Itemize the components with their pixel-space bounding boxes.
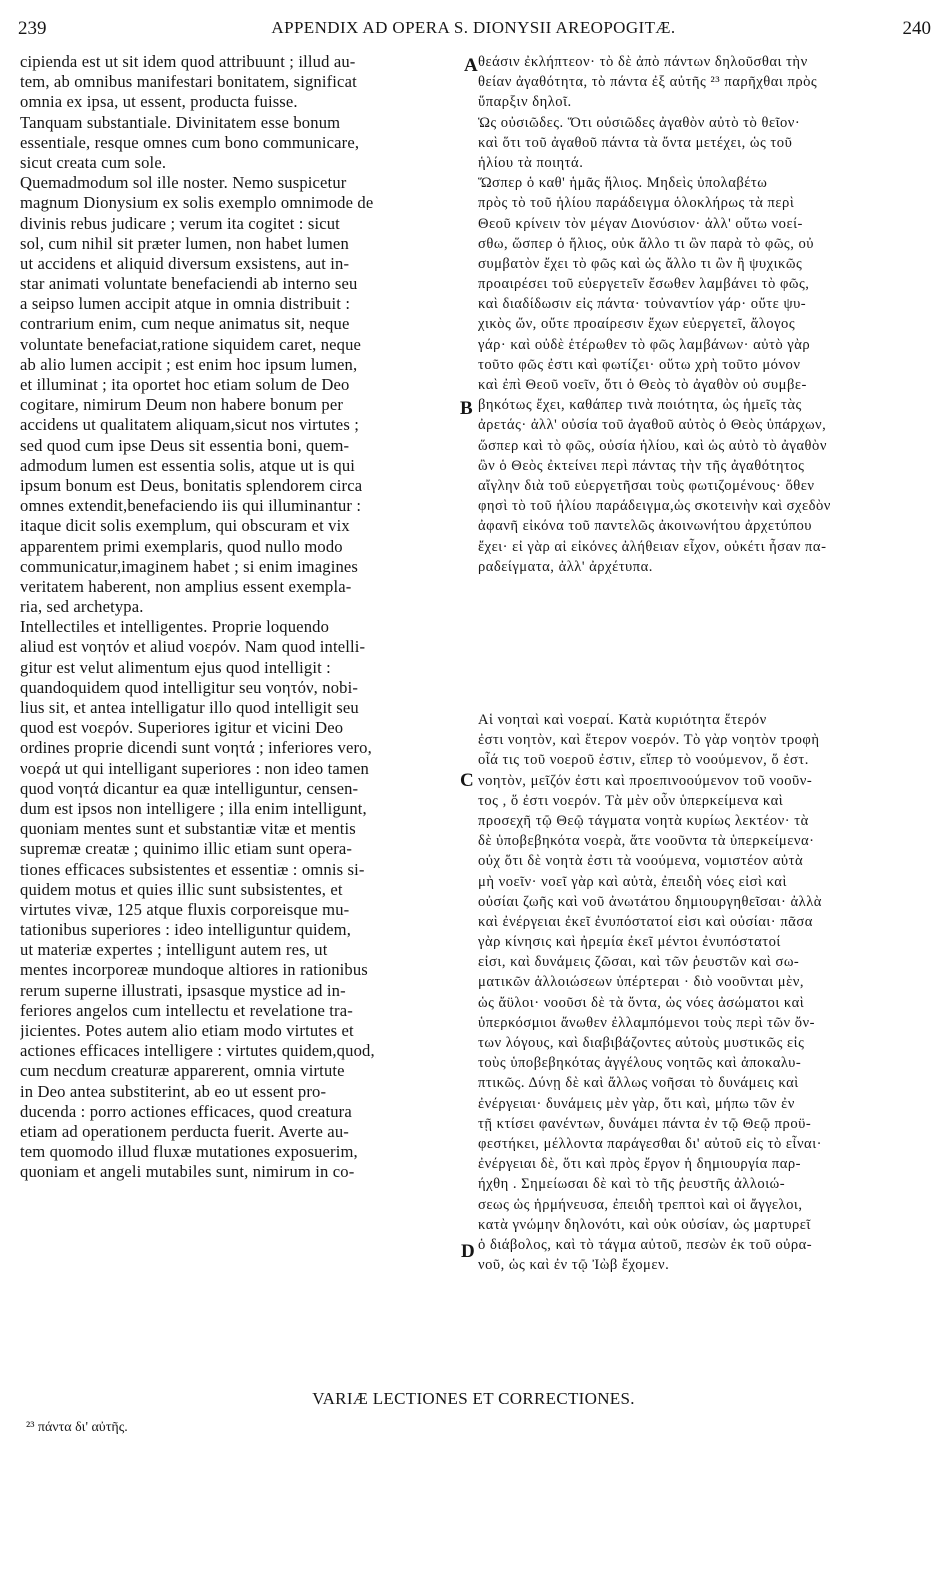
text-line: etiam ad operationem perducta fuerit. Averte au-	[20, 1121, 349, 1141]
text-line: ήχθη . Σημείωσαι δὲ καὶ τὸ τῆς ῥευστῆς ἀλλοιώ-	[478, 1176, 786, 1193]
text-line: quoniam mentes sunt et substantiæ vitæ et mentis	[20, 819, 356, 839]
text-line: θείαν ἀγαθότητα, τὸ πάντα ἐξ αὐτῆς ²³ παρῆχθαι πρὸς	[478, 74, 818, 91]
text-line: Θεοῦ κρίνειν τὸν μέγαν Διονύσιον· ἀλλ' οὕτω νοεί-	[478, 215, 803, 232]
text-line: star animati voluntate benefaciendi ab interno seu	[20, 274, 358, 294]
text-line: aliud est νοητόν et aliud νοερόν. Nam quod intelli-	[20, 637, 366, 657]
margin-mark-a: A	[464, 55, 478, 76]
text-line: σθω, ὥσπερ ὁ ἥλιος, οὐκ ἄλλο τι ὢν παρὰ τὸ φῶς, οὐ	[478, 235, 815, 252]
text-line: essentiale, resque omnes cum bono communicare,	[20, 132, 360, 152]
text-line: ἀφανῆ εἰκόνα τοῦ παντελῶς ἀκοινωνήτου ἀρχετύπου	[478, 518, 813, 535]
text-line: itaque dicit solis exemplum, qui obscuram et vix	[20, 516, 350, 536]
margin-mark-b: B	[460, 398, 473, 419]
text-line: πρὸς τὸ τοῦ ἡλίου παράδειγμα ὁλοκλήρως τὰ περὶ	[478, 195, 795, 212]
text-line: tem, ab omnibus manifestari bonitatem, significat	[20, 72, 357, 92]
text-line: νοερά ut qui intelligant superiores : non ideo tamen	[20, 758, 369, 778]
text-line: virtutes vivæ, 125 atque fluxis corporeisque mu-	[20, 899, 350, 919]
text-line: mentes incorporeæ mundoque altiores in rationibus	[20, 960, 368, 980]
text-line: ὡς ἄϋλοι· νοοῦσι δὲ τὰ ὄντα, ὡς νόες ἀσώματοι καὶ	[478, 994, 805, 1011]
text-line: πτικῶς. Δύνῃ δὲ καὶ ἄλλως νοῆσαι τὸ δυνάμεις καὶ	[478, 1075, 799, 1092]
text-line: gitur est velut alimentum ejus quod intelligit :	[20, 657, 331, 677]
greek-column-bottom	[478, 710, 928, 1275]
text-line: ab alio lumen accipit ; est enim hoc ipsum lumen,	[20, 354, 358, 374]
page-header	[0, 12, 947, 42]
margin-mark-c: C	[460, 770, 474, 791]
text-line: ραδείγματα, ἀλλ' ἀρχέτυπα.	[478, 558, 653, 575]
text-line: quidem motus et quies illic sunt subsistentes, et	[20, 879, 343, 899]
text-line: ὕπαρξιν δηλοῖ.	[478, 94, 572, 111]
text-line: ἐνέργειαι· δυνάμεις μὲν γὰρ, ὅτι καὶ, μήπω τῶν ἐν	[478, 1095, 795, 1112]
text-line: rerum superne illustrati, ipsasque mystice ad in-	[20, 980, 346, 1000]
greek-column-top	[478, 52, 928, 577]
footnote: ²³ πάντα δι' αὐτῆς.	[26, 1420, 128, 1435]
text-line: προαιρέσει τοῦ εὐεργετεῖν ἔσωθεν λαμβάνει τὸ φῶς,	[478, 276, 810, 293]
text-line: καὶ ὅτι τοῦ ἀγαθοῦ πάντα τὰ ὄντα μετέχει, ὡς τοῦ	[478, 134, 793, 151]
text-line: ὥσπερ καὶ τὸ φῶς, οὐσία ἡλίου, καὶ ὡς αὐτὸ τὸ ἀγαθὸν	[478, 437, 827, 454]
text-line: καὶ διαδίδωσιν εἰς πάντα· τοὐναντίον γάρ· οὔτε ψυ-	[478, 296, 807, 313]
text-line: cipienda est ut sit idem quod attribuunt ; illud au-	[20, 52, 356, 71]
text-line: καὶ ἐνέργειαι ἐκεῖ ἐνυπόστατοί εἰσι καὶ οὐσίαι· πᾶσα	[478, 913, 813, 930]
text-line: omnia ex ipsa, ut essent, producta fuisse.	[20, 92, 298, 112]
text-line: νοῦ, ὡς καὶ ἐν τῷ Ἰὼβ ἔχομεν.	[478, 1257, 670, 1274]
text-line: communicatur,imaginem habet ; si enim imagines	[20, 556, 359, 576]
text-line: γὰρ κίνησις καὶ ἠρεμία ἐκεῖ μέντοι ἐνυπόστατοί	[478, 934, 781, 951]
text-line: quod νοητά dicantur ea quæ intelliguntur, censen-	[20, 778, 359, 798]
text-line: magnum Dionysium ex solis exemplo omnimode de	[20, 193, 374, 213]
text-line: φησὶ τὸ τοῦ ἡλίου παράδειγμα,ὡς σκοτεινὴν καὶ σχεδὸν	[478, 498, 831, 515]
text-line: et illuminat ; ita oportet hoc etiam solum de Deo	[20, 375, 350, 394]
text-line: Quemadmodum sol ille noster. Nemo suspicetur	[20, 173, 347, 193]
text-line: a seipso lumen accipit atque in omnia distribuit :	[20, 294, 351, 314]
text-line: feriores angelos cum intellectu et revelatione tra-	[20, 1000, 353, 1020]
text-line: προσεχῆ τῷ Θεῷ τάγματα νοητὰ κυρίως λεκτέον· τὰ	[478, 812, 809, 829]
text-line: actiones efficaces intelligere : virtutes quidem,quod,	[20, 1041, 375, 1061]
text-line: τῇ κτίσει φανέντων, δυνάμει πάντα ἐν τῷ Θεῷ προϋ-	[478, 1115, 812, 1132]
text-line: Αἱ νοηταὶ καὶ νοεραί. Κατὰ κυριότητα ἕτερόν	[478, 712, 767, 728]
text-line: ἐνέργειαι δὲ, ὅτι καὶ πρὸς ἔργον ἡ δημιουργία παρ-	[478, 1156, 802, 1173]
text-line: cogitare, nimirum Deum non habere bonum per	[20, 395, 344, 415]
page-number-left: 239	[18, 18, 47, 39]
text-line: admodum lumen est essentia solis, atque ut is qui	[20, 455, 356, 475]
text-line: ἐστι νοητὸν, καὶ ἕτερον νοερόν. Τὸ γὰρ νοητὸν τροφὴ	[478, 732, 820, 749]
text-line: ordines proprie dicendi sunt νοητά ; inferiores vero,	[20, 738, 372, 758]
text-line: dum est ipsos non intelligere ; illa enim intelligunt,	[20, 798, 367, 818]
text-line: lius sit, et antea intelligatur illo quod intelligit seu	[20, 698, 359, 717]
text-line: contrarium enim, cum neque animatus sit, neque	[20, 314, 350, 334]
text-line: ut accidens et aliquid diversum exsistens, aut in-	[20, 253, 350, 273]
text-line: quandoquidem quod intelligitur seu νοητόν, nobi-	[20, 677, 359, 697]
text-line: Ὥσπερ ὁ καθ' ἡμᾶς ἥλιος. Μηδεὶς ὑπολαβέτω	[478, 175, 768, 192]
text-line: ὁ διάβολος, καὶ τὸ τάγμα αὐτοῦ, πεσὼν ἐκ τοῦ οὐρα-	[478, 1236, 813, 1253]
text-line: ipsum bonum est Deus, bonitatis splendorem circa	[20, 475, 363, 495]
text-line: δὲ ὑποβεβηκότα νοερὰ, ἅτε νοοῦντα τὰ ὑπερκείμενα·	[478, 833, 815, 850]
text-line: κατὰ γνώμην δηλονότι, καὶ οὐκ οὐσίαν, ὡς μαρτυρεῖ	[478, 1216, 811, 1233]
running-title: APPENDIX AD OPERA S. DIONYSII AREOPOGITÆ.	[271, 18, 676, 37]
text-line: sed quod cum ipse Deus sit essentia boni, quem-	[20, 435, 350, 455]
text-line: οὐσίαι ζωῆς καὶ νοῦ ἀνωτάτου δημιουργηθεῖσαι· ἀλλὰ	[478, 893, 822, 910]
text-line: ἀρετάς· ἀλλ' οὐσία τοῦ ἀγαθοῦ αὐτὸς ὁ Θεὸς ὑπάρχων,	[478, 417, 827, 434]
text-line: Intellectiles et intelligentes. Proprie loquendo	[20, 617, 330, 637]
text-line: ὢν ὁ Θεὸς ἐκτείνει περὶ πάντας τὴν τῆς ἀγαθότητος	[478, 457, 805, 474]
text-line: συμβατὸν ἔχει τὸ φῶς καὶ ὡς ἄλλο τι ὢν ἢ ψυχικῶς	[478, 255, 803, 272]
text-line: accidens ut qualitatem aliquam,sicut nos virtutes ;	[20, 415, 359, 435]
text-line: εἰσι, καὶ δυνάμεις ζῶσαι, καὶ τῶν ῥευστῶν καὶ σω-	[478, 954, 800, 971]
text-line: voluntate benefaciat,ratione siquidem caret, neque	[20, 334, 362, 354]
page-number-right: 240	[902, 18, 931, 39]
text-line: οἷά τις τοῦ νοεροῦ ἐστιν, εἴπερ τὸ νοούμενον, ὅ ἐστ.	[478, 752, 809, 769]
text-line: νοητὸν, μεῖζόν ἐστι καὶ προεπινοούμενον τοῦ νοοῦν-	[478, 772, 813, 789]
margin-mark-d: D	[461, 1241, 475, 1262]
text-line: ματικῶν ἀλλοιώσεων ὑπέρτεραι · διὸ νοοῦνται μὲν,	[478, 974, 805, 991]
text-line: ἡλίου τὰ ποιητά.	[478, 154, 584, 171]
text-line: φεστήκει, μέλλοντα παράγεσθαι δι' αὐτοῦ εἰς τὸ εἶναι·	[478, 1135, 822, 1152]
text-line: quoniam et angeli mutabiles sunt, nimirum in co-	[20, 1162, 355, 1182]
text-line: αἴγλην διὰ τοῦ εὐεργετῆσαι τοὺς φωτιζομένους· ὅθεν	[478, 477, 815, 494]
text-line: σεως ὡς ἡρμήνευσα, ἐπειδὴ τρεπτοὶ καὶ οἱ ἄγγελοι,	[478, 1196, 803, 1213]
text-line: των λόγους, καὶ διαβιβάζοντες αὐτοὺς μυστικῶς εἰς	[478, 1035, 805, 1051]
text-line: tiones efficaces subsistentes et essentiæ : omnis si-	[20, 859, 365, 879]
text-line: ria, sed archetypa.	[20, 597, 144, 617]
text-line: καὶ ἐπὶ Θεοῦ νοεῖν, ὅτι ὁ Θεὸς τὸ ἀγαθὸν οὐ συμβε-	[478, 377, 807, 393]
text-line: Ὡς οὐσιῶδες. Ὅτι οὐσιῶδες ἀγαθὸν αὐτὸ τὸ θεῖον·	[478, 114, 801, 131]
text-line: τοὺς ὑποβεβηκότας ἀγγέλους νοητῶς καὶ ἀποκαλυ-	[478, 1055, 802, 1072]
text-line: tem quomodo illud fluxæ mutationes exposuerim,	[20, 1142, 358, 1162]
text-line: jicientes. Potes autem alio etiam modo virtutes et	[20, 1021, 354, 1040]
text-line: γάρ· καὶ οὐδὲ ἑτέρωθεν τὸ φῶς λαμβάνων· αὐτὸ γὰρ	[478, 336, 811, 353]
text-line: sol, cum nihil sit præter lumen, non habet lumen	[20, 233, 349, 253]
latin-column	[20, 52, 460, 1183]
text-line: sicut creata cum sole.	[20, 152, 167, 172]
text-line: Tanquam substantiale. Divinitatem esse bonum	[20, 112, 341, 132]
text-line: θεάσιν ἐκλήπτεον· τὸ δὲ ἀπὸ πάντων δηλοῦσθαι τὴν	[478, 54, 808, 70]
text-line: cum necdum creaturæ apparerent, omnia virtute	[20, 1061, 345, 1081]
text-line: οὐχ ὅτι δὲ νοητὰ ἐστι τὰ νοούμενα, νομιστέον αὐτὰ	[478, 853, 804, 870]
text-line: veritatem haberent, non amplius essent exempla-	[20, 576, 352, 596]
text-line: ἔχει· εἰ γὰρ αἱ εἰκόνες ἀλήθειαν εἶχον, οὐκέτι ἦσαν πα-	[478, 538, 827, 555]
text-line: μὴ νοεῖν· νοεῖ γὰρ καὶ αὐτὰ, ἐπειδὴ νόες εἰσὶ καὶ	[478, 873, 787, 890]
text-line: quod est νοερόν. Superiores igitur et vicini Deo	[20, 718, 344, 738]
text-line: ut materiæ expertes ; intelligunt autem res, ut	[20, 940, 328, 960]
text-line: omnes extendit,benefaciendo iis qui illuminantur :	[20, 496, 362, 516]
text-line: ducenda : porro actiones efficaces, quod creatura	[20, 1101, 352, 1121]
variae-lectiones-heading: VARIÆ LECTIONES ET CORRECTIONES.	[312, 1389, 635, 1408]
text-line: τος , ὅ ἐστι νοερόν. Τὰ μὲν οὖν ὑπερκείμενα καὶ	[478, 792, 784, 809]
text-line: divinis rebus judicare ; verum ita cogitet : sicut	[20, 213, 340, 233]
text-line: χικὸς ὤν, οὔτε προαίρεσιν ἔχων εὐεργετεῖ, ἄλογος	[478, 316, 796, 333]
text-line: tationibus superiores : ideo intelliguntur quidem,	[20, 920, 352, 940]
text-line: apparentem primi exemplaris, quod nullo modo	[20, 536, 343, 556]
text-line: in Deo antea substiterint, ab eo ut essent pro-	[20, 1081, 327, 1101]
text-line: βηκότως ἔχει, καθάπερ τινὰ ποιότητα, ὡς ἡμεῖς τὰς	[478, 397, 802, 414]
text-line: τοῦτο φῶς ἐστι καὶ φωτίζει· οὕτω χρὴ τοῦτο μόνον	[478, 356, 801, 373]
text-line: ὑπερκόσμιοι ἄνωθεν ἐλλαμπόμενοι τοὺς περὶ τῶν ὄν-	[478, 1014, 816, 1031]
text-line: supremæ creatæ ; quinimo illic etiam sunt opera-	[20, 839, 353, 859]
